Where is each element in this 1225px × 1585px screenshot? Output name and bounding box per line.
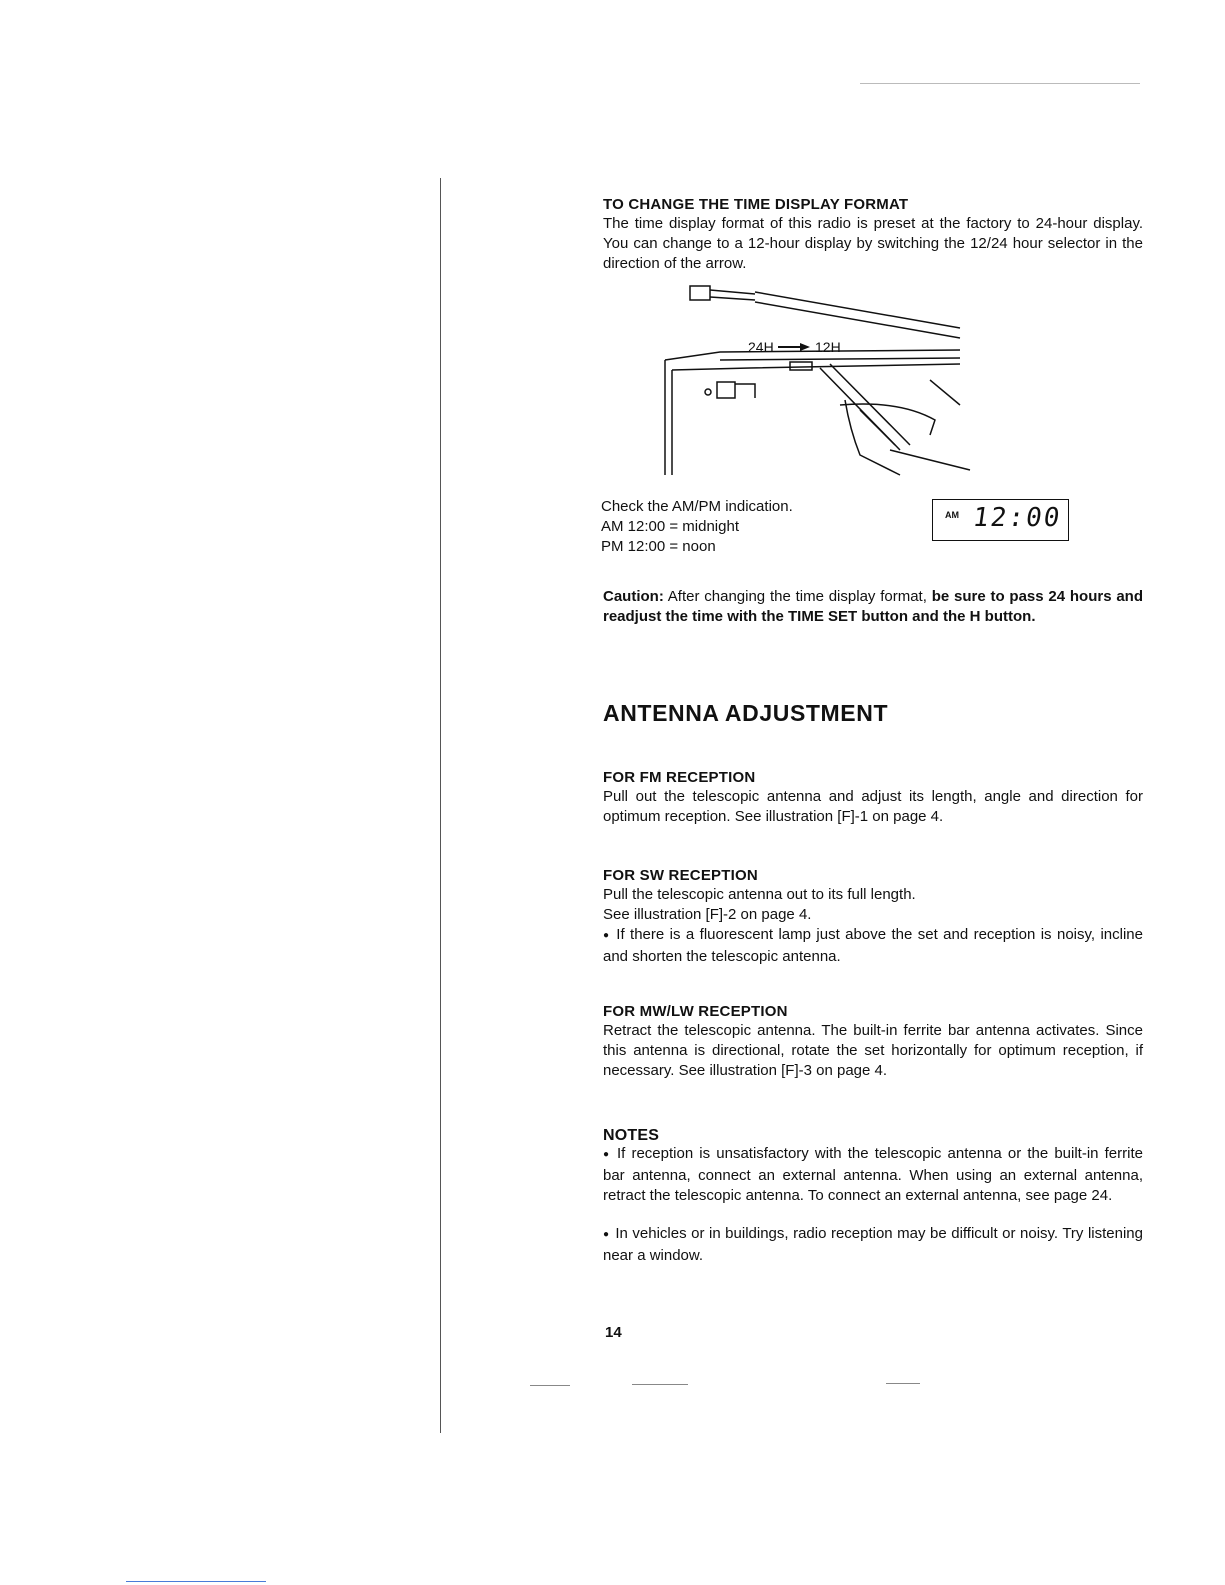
display-am-indicator: AM — [945, 510, 959, 520]
mwlw-body: Retract the telescopic antenna. The built-in ferrite bar antenna activates. Since this antenna is directional, rotate the set horizontally for optimum reception, if necessary. See illustration [F]-3 on page 4. — [603, 1022, 1143, 1079]
binding-margin-line — [440, 178, 441, 1433]
sw-line-1: Pull the telescopic antenna out to its full length. — [603, 886, 916, 903]
page-number: 14 — [605, 1324, 622, 1341]
check-line-2: AM 12:00 = midnight — [601, 518, 739, 535]
notes-bullet-1: ● If reception is unsatisfactory with the telescopic antenna or the built-in ferrite bar antenna, connect an external antenna. When using an external antenna, retract the telescopic antenna. To connect an external antenna, see page 24. — [603, 1144, 1143, 1206]
clock-display — [932, 499, 1069, 541]
label-12h: 12H — [815, 339, 841, 355]
sw-bullet: ● If there is a fluorescent lamp just above the set and reception is noisy, incline and shorten the telescopic antenna. — [603, 925, 1143, 967]
caution-label: Caution: — [603, 588, 664, 605]
selector-switch-illustration — [660, 280, 980, 490]
time-format-heading: TO CHANGE THE TIME DISPLAY FORMAT — [603, 196, 909, 213]
mwlw-heading: FOR MW/LW RECEPTION — [603, 1003, 788, 1020]
label-24h: 24H — [748, 339, 774, 355]
sw-line-2: See illustration [F]-2 on page 4. — [603, 906, 812, 923]
caution-paragraph — [603, 587, 1143, 627]
caution-text-bold: be sure to pass 24 hours and readjust the time with the TIME SET button and the H button. — [603, 588, 1143, 625]
bottom-rule — [126, 1581, 266, 1582]
scan-speck — [632, 1384, 688, 1385]
fm-body: Pull out the telescopic antenna and adjust its length, angle and direction for optimum reception. See illustration [F]-1 on page 4. — [603, 788, 1143, 825]
fm-heading: FOR FM RECEPTION — [603, 769, 756, 786]
check-line-3: PM 12:00 = noon — [601, 538, 716, 555]
scan-speck — [860, 83, 1140, 84]
check-line-1: Check the AM/PM indication. — [601, 498, 793, 515]
notes-heading: NOTES — [603, 1127, 660, 1144]
antenna-title: ANTENNA ADJUSTMENT — [603, 700, 889, 726]
scan-speck — [530, 1385, 570, 1386]
notes-bullet-2: ● In vehicles or in buildings, radio reception may be difficult or noisy. Try listening near a window. — [603, 1224, 1143, 1266]
check-ampm-block — [601, 497, 793, 557]
caution-text-regular: After changing the time display format, — [667, 588, 927, 605]
display-time: 12:00 — [970, 503, 1064, 533]
scan-speck — [886, 1383, 920, 1384]
time-format-body: The time display format of this radio is preset at the factory to 24-hour display. You can change to a 12-hour display by switching the 12/24 hour selector in the direction of the arrow. — [603, 215, 1143, 272]
switch-arrow-icon — [778, 343, 810, 351]
sw-heading: FOR SW RECEPTION — [603, 867, 758, 884]
